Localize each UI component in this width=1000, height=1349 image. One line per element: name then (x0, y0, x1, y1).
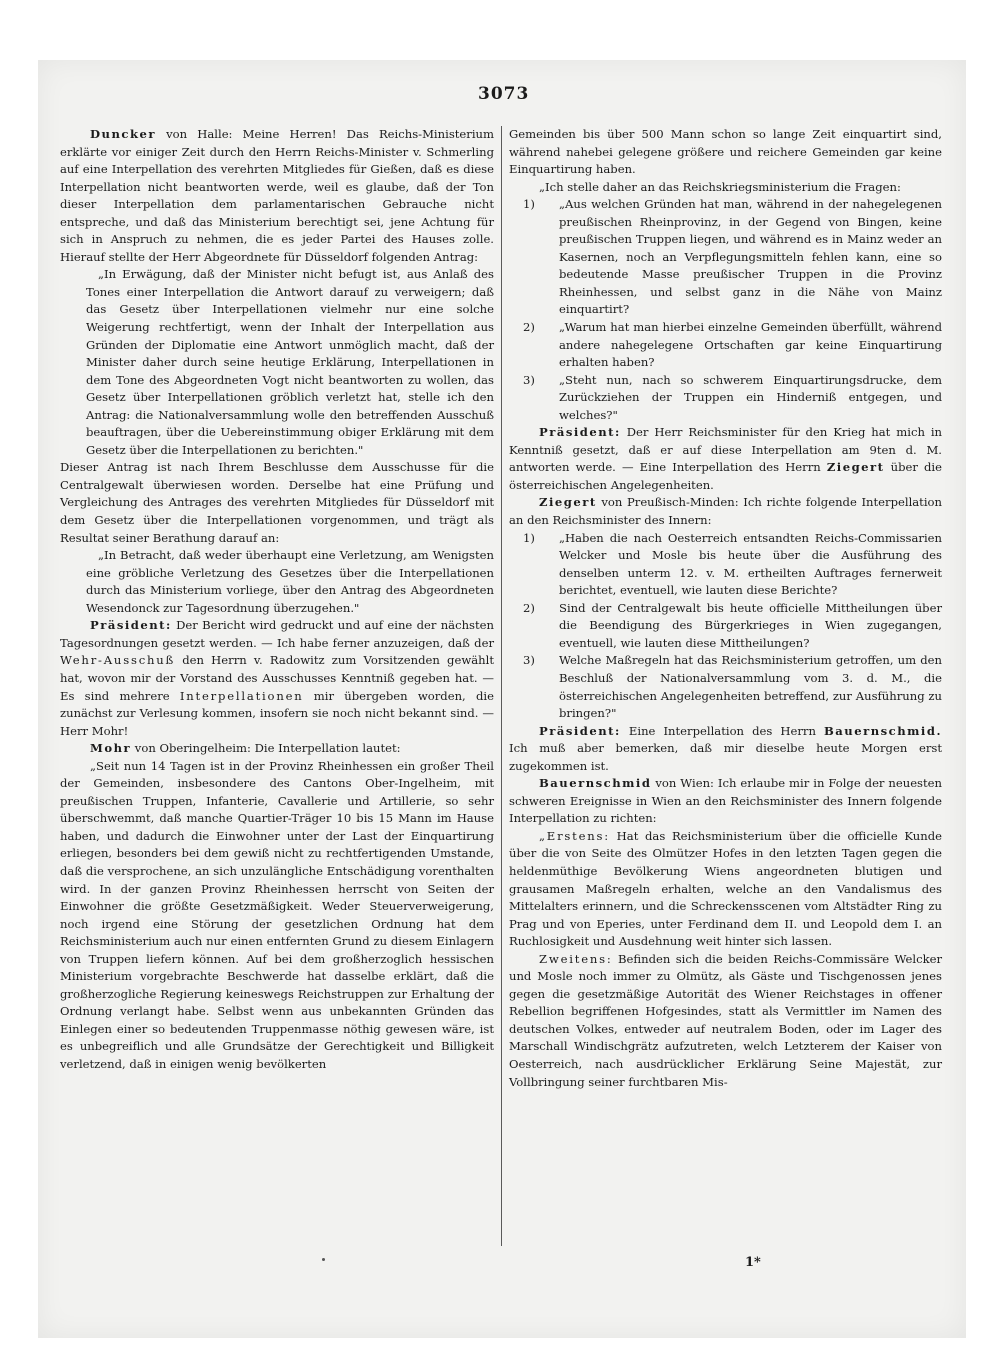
quote-motion: „In Erwägung, daß der Minister nicht befugt ist, aus Anlaß des Tones einer Interpellation die Antwort darauf zu verweigern; daß das Gesetz über Interpellationen vielmehr nur eine solche Weigerung rechtfertigt, wenn der Inhalt der Interpellation aus Gründen der Diplomatie eine Antwort unmöglich macht, daß der Minister daher durch seine heutige Erklärung, Interpellationen in dem Tone des Abgeordneten Vogt nicht beantworten zu wollen, das Gesetz über Interpellationen gröblich verletzt hat, stelle ich den Antrag: die Nationalversammlung wolle den betreffenden Ausschuß beauftragen, über die Uebereinstimmung obiger Erklärung mit dem Gesetz über die Interpellationen zu berichten." (86, 267, 494, 457)
paragraph-text: mir übergeben worden, die zunächst zur Verlesung kommen, insofern sie noch nicht bekannt sind. — Herr Mohr! (60, 688, 494, 738)
paragraph-text: über die österreichischen Angelegenheiten. (509, 460, 943, 492)
paragraph-duncker (60, 126, 494, 266)
paragraph-president (60, 617, 494, 740)
paragraph-text: Der Herr Reichsminister für den Krieg hat mich in Kenntniß gesetzt, daß er auf diese Interpellation am 9ten d. M. antworten werde. — Eine Interpellation des Herrn (509, 425, 942, 475)
list-item (509, 372, 942, 425)
person-name: Ziegert (826, 460, 885, 475)
speaker-name: Ziegert (539, 495, 597, 510)
left-column (60, 126, 494, 1074)
paragraph-erstens (509, 828, 942, 951)
paragraph-text: den Herrn v. Radowitz zum Vorsitzenden gewählt hat, wovon mir der Vorstand des Ausschusses Kenntniß gegeben hat. — Es sind mehrere (60, 653, 494, 703)
list-item (509, 652, 942, 722)
speaker-name: Präsident: (539, 425, 621, 440)
paragraph-interpellation-text: „Seit nun 14 Tagen ist in der Provinz Rheinhessen ein großer Theil der Gemeinden, insbesondere des Cantons Ober-Ingelheim, mit preußischen Truppen, Infanterie, Cavallerie und Artillerie, so sehr überschwemmt, daß manche Quartier-Träger 10 bis 15 Mann im Hause haben, und dadurch die Einwohner unter der Last der Einquartirung erliegen, besonders bei dem gewiß nicht zu rechtfertigenden Umstande, daß die versprochene, an sich unzulängliche Entschädigung vorenthalten wird. In der ganzen Provinz Rheinhessen herrscht von Seiten der Einwohner die größte Gesetzmäßigkeit. Weder Steuerverweigerung, noch irgend eine Störung der gesetzlichen Ordnung hat dem Reichsministerium auch nur einen entfernten Grund zu diesem Einlagern von Truppen liefern können. Auf bei dem großherzoglich hessischen Ministerium vorgebrachte Beschwerde hat dasselbe erklärt, daß die großherzogliche Regierung keineswegs Reichstruppen zur Erhaltung der Ordnung verlangt habe. Selbst wenn aus unbekannten Gründen das Einlegen einer so bedeutenden Truppenmasse nöthig gewesen wäre, ist es unbegreiflich und alle Grundsätze der Gerechtigkeit und Billigkeit verletzend, daß in einigen wenig bevölkerten (60, 758, 494, 1071)
paragraph-text: Eine Interpellation des Herrn (620, 723, 824, 738)
committee-name: Wehr-Ausschuß (60, 653, 176, 668)
paragraph-bauernschmid (509, 775, 942, 828)
list-item (509, 600, 942, 653)
list-text: „Aus welchen Gründen hat man, während in der nahegelegenen preußischen Rheinprovinz, in der Gegend von Bingen, keine preußischen Truppen liegen, und während es in Mainz weder an Kasernen, noch an Verpflegungsmitteln fehlen kann, eine so bedeutende Masse preußischer Truppen in die Provinz Rheinhessen, und selbst ganz in die Nähe von Mainz einquartirt? (559, 197, 942, 317)
question-list-war (509, 196, 942, 424)
list-item (509, 319, 942, 372)
paragraph-questions-intro: „Ich stelle daher an das Reichskriegsministerium die Fragen: (539, 179, 901, 194)
point-lead: „Erstens: (539, 828, 611, 843)
list-number: 2) (523, 320, 535, 335)
speaker-name: Duncker (90, 127, 156, 141)
list-text: „Haben die nach Oesterreich entsandten Reichs-Commissarien Welcker und Mosle bis heute über die Ausführung des denselben unterm 12. v. M. ertheilten Auftrages fernerweit berichtet, eventuell, wie lauten diese Berichte? (559, 530, 942, 598)
speaker-name: Präsident: (539, 723, 621, 738)
list-item (509, 530, 942, 600)
paragraph-text: Ich muß aber bemerken, daß mir dieselbe heute Morgen erst zugekommen ist. (509, 741, 942, 773)
interpellationen-term: Interpellationen (179, 688, 304, 703)
paragraph-president (509, 723, 942, 776)
person-name: Bauernschmid. (824, 723, 942, 738)
question-list-interior (509, 530, 942, 723)
point-lead: Zweitens: (539, 951, 613, 966)
paragraph-text: von Preußisch-Minden: Ich richte folgende Interpellation an den Reichsminister des Innern: (509, 495, 942, 528)
right-column (509, 126, 942, 1091)
list-text: „Warum hat man hierbei einzelne Gemeinden überfüllt, während andere nahegelegene Ortschaften gar keine Einquartirung erhalten haben? (559, 320, 942, 370)
paragraph-continuation: Gemeinden bis über 500 Mann schon so lange Zeit einquartirt sind, während nahebei gelegene größere und reichere Gemeinden gar keine Einquartirung haben. (509, 127, 942, 177)
paragraph-president (509, 424, 942, 494)
list-text: „Steht nun, nach so schwerem Einquartirungsdrucke, dem Zurückziehen der Truppen ein Hinderniß entgegen, und welches?" (559, 372, 942, 422)
list-text: Sind der Centralgewalt bis heute officielle Mittheilungen über die Beendigung des Bürgerkrieges in Wien zugegangen, eventuell, wie lauten diese Mittheilungen? (559, 600, 942, 650)
paragraph-text: von Oberingelheim: Die Interpellation lautet: (131, 741, 401, 756)
paragraph-committee: Dieser Antrag ist nach Ihrem Beschlusse dem Ausschusse für die Centralgewalt überwiesen worden. Derselbe hat eine Prüfung und Vergleichung des Antrages des verehrten Mitgliedes für Düsseldorf mit dem Gesetz über die Interpellationen vorgenommen, und trägt als Resultat seiner Berathung darauf an: (60, 460, 494, 545)
speaker-name: Bauernschmid (539, 776, 652, 791)
list-number: 3) (523, 372, 535, 387)
paragraph-text: von Halle: Meine Herren! Das Reichs-Ministerium erklärte vor einiger Zeit durch den Herrn Reichs-Minister v. Schmerling auf eine Interpellation des verehrten Mitgliedes für Gießen, daß es diese Interpellation nicht beantworten werde, weil es glaube, daß der Ton dieser Interpellation dem parlamentarischen Gebrauche nicht entspreche, und daß das Ministerium berechtigt sei, jene Achtung für sich in Anspruch zu nehmen, die es jeder Partei des Hauses zolle. Hierauf stellte der Herr Abgeordnete für Düsseldorf folgenden Antrag: (60, 127, 494, 264)
list-number: 3) (523, 653, 535, 668)
list-number: 2) (523, 600, 535, 615)
paragraph-text: Befinden sich die beiden Reichs-Commissäre Welcker und Mosle noch immer zu Olmütz, als Gäste und Tischgenossen jenes gegen die gesetzmäßige Autorität des Wiener Reichstages in offener Rebellion begriffenen Hofgesindes, statt als Vermittler im Namen des deutschen Volkes, entweder auf neutralem Boden, oder im Lager des Marschall Windischgrätz aufzutreten, welch Letzterem der Kaiser von Oesterreich, nach ausdrücklicher Erklärung Seine Majestät, zur Vollbringung seiner furchtbaren Mis- (509, 951, 942, 1089)
list-text: Welche Maßregeln hat das Reichsministerium getroffen, um den Beschluß der Nationalversammlung vom 3. d. M., die österreichischen Angelegenheiten betreffend, zur Ausführung zu bringen?" (559, 653, 942, 721)
paragraph-text: von Wien: Ich erlaube mir in Folge der neuesten schweren Ereignisse in Wien an den Reichsminister des Innern folgende Interpellation zu richten: (509, 776, 942, 826)
list-item (509, 196, 942, 319)
paragraph-zweitens (509, 951, 942, 1091)
signature-mark: 1* (745, 1255, 761, 1270)
paragraph-text: Hat das Reichsministerium über die officielle Kunde über die von Seite des Olmützer Hofes in den letzten Tagen gegen die heldenmüthige Bevölkerung Wiens angeordneten blutigen und grausamen Maßregeln erhalten, welche an den Vandalismus des Mittelalters erinnern, und die Schreckensscenen vom Altstädter Ring zu Prag und von Eperies, unter Ferdinand dem II. und Leopold dem I. an Ruchlosigkeit und Ausdehnung weit hinter sich lassen. (509, 828, 942, 949)
ink-spot (322, 1258, 325, 1261)
list-number: 1) (523, 197, 535, 212)
quote-resolution: „In Betracht, daß weder überhaupt eine Verletzung, am Wenigsten eine gröbliche Verletzung des Gesetzes über die Interpellationen durch das Ministerium vorliege, über den Antrag des Abgeordneten Wesendonck zur Tagesordnung überzugehen." (86, 548, 494, 615)
speaker-name: Mohr (90, 741, 132, 756)
list-number: 1) (523, 530, 535, 545)
speaker-name: Präsident: (90, 618, 172, 633)
column-divider (501, 126, 502, 1246)
paragraph-mohr (60, 740, 494, 758)
paragraph-ziegert (509, 494, 942, 529)
page-number: 3073 (478, 84, 530, 104)
paragraph-text: Der Bericht wird gedruckt und auf eine der nächsten Tagesordnungen gesetzt werden. — Ich habe ferner anzuzeigen, daß der (60, 618, 494, 650)
